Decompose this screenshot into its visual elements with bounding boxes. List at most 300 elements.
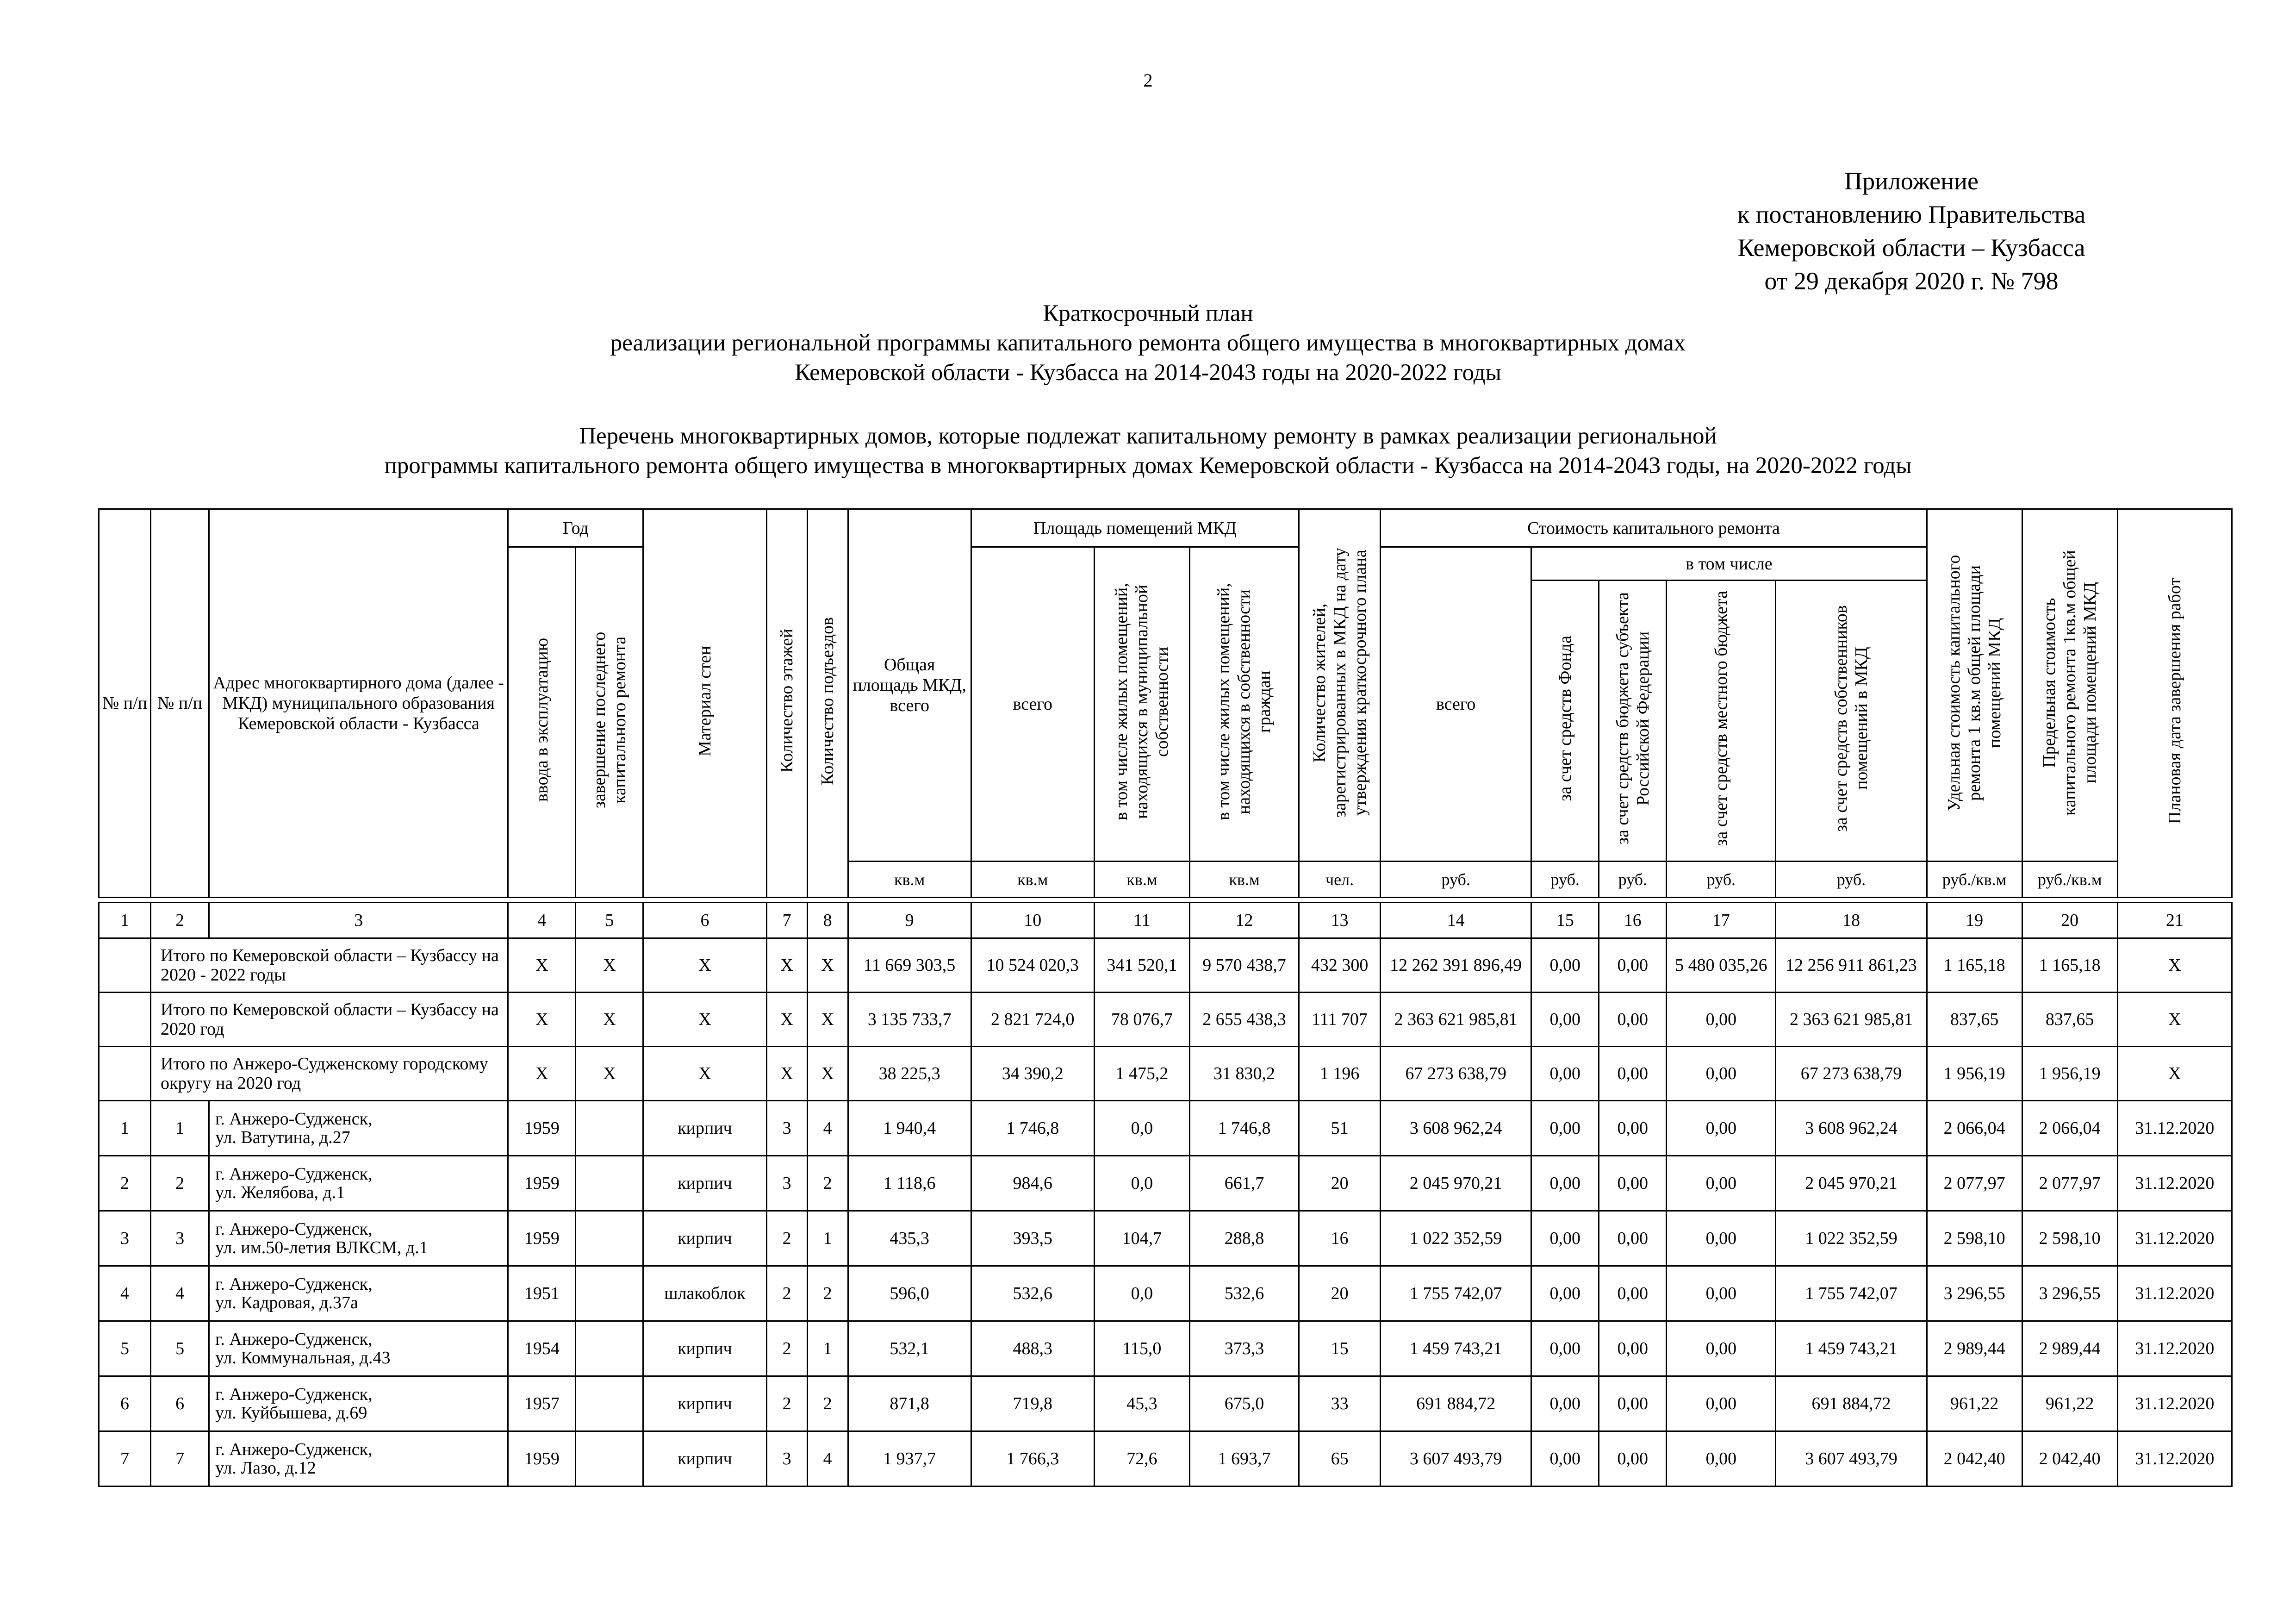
total-cell-c9: 11 669 303,5 <box>848 938 971 993</box>
total-cell-c7: X <box>766 1047 807 1101</box>
column-number: 9 <box>848 903 971 938</box>
page-number: 2 <box>1143 70 1153 91</box>
address-street: ул. Желябова, д.1 <box>215 1183 345 1202</box>
address-city: г. Анжеро-Судженск, <box>215 1440 373 1459</box>
table-header <box>99 509 2232 898</box>
cell-c7: 2 <box>766 1211 807 1266</box>
address-street: ул. Коммунальная, д.43 <box>215 1348 391 1368</box>
address-street: ул. Кадровая, д.37а <box>215 1293 358 1312</box>
address-cell <box>209 1431 508 1487</box>
header-area-private <box>1189 547 1299 862</box>
cell-c20: 2 598,10 <box>2022 1211 2117 1266</box>
column-number: 7 <box>766 903 807 938</box>
header-year-commission-text: ввода в эксплуатацию <box>532 637 552 802</box>
table-row <box>99 1101 2232 1156</box>
column-number: 1 <box>99 903 151 938</box>
header-year-last-repair-text: завершение последнего капитального ремонта <box>589 631 629 808</box>
total-cell-c11: 341 520,1 <box>1094 938 1189 993</box>
cell-c19: 2 077,97 <box>1927 1156 2022 1211</box>
cell-c10: 393,5 <box>971 1211 1094 1266</box>
total-cell-c19: 837,65 <box>1927 993 2022 1047</box>
cell-c14: 1 459 743,21 <box>1381 1321 1531 1376</box>
cell-c14: 2 045 970,21 <box>1381 1156 1531 1211</box>
cell-c4: 1954 <box>508 1321 576 1376</box>
cell-c15: 0,00 <box>1531 1321 1599 1376</box>
header-floors-text: Количество этажей <box>777 629 797 773</box>
unit-cell: руб./кв.м <box>2022 862 2117 898</box>
cell-c18: 3 607 493,79 <box>1776 1431 1927 1487</box>
header-area-municipal <box>1094 547 1189 862</box>
column-number: 3 <box>209 903 508 938</box>
cell-c19: 961,22 <box>1927 1376 2022 1431</box>
address-cell <box>209 1321 508 1376</box>
cell-c7: 3 <box>766 1101 807 1156</box>
address-city: г. Анжеро-Судженск, <box>215 1164 373 1184</box>
cell-c20: 2 077,97 <box>2022 1156 2117 1211</box>
header-max-cost <box>2022 509 2117 862</box>
header-cost-all: всего <box>1381 547 1531 862</box>
cell-c7: 2 <box>766 1321 807 1376</box>
row-number: 1 <box>99 1101 151 1156</box>
header-area-municipal-text: в том числе жилых помещений, находящихся в муниципальной собственности <box>1112 583 1172 821</box>
total-cell-c13: 1 196 <box>1299 1047 1381 1101</box>
cell-c9: 1 118,6 <box>848 1156 971 1211</box>
header-cost-region-text: за счет средств бюджета субъекта Российской Федерации <box>1612 592 1653 845</box>
total-cell-c20: 837,65 <box>2022 993 2117 1047</box>
total-cell-c15: 0,00 <box>1531 1047 1599 1101</box>
cell-c17: 0,00 <box>1667 1101 1776 1156</box>
cell-c6: кирпич <box>643 1321 766 1376</box>
header-cost-owners <box>1776 581 1927 862</box>
cell-c10: 488,3 <box>971 1321 1094 1376</box>
cell-c8: 2 <box>807 1376 848 1431</box>
cell-c7: 3 <box>766 1431 807 1487</box>
cell-c16: 0,00 <box>1599 1156 1667 1211</box>
cell-c20: 2 066,04 <box>2022 1101 2117 1156</box>
total-cell-c21: X <box>2117 1047 2232 1101</box>
cell-c16: 0,00 <box>1599 1101 1667 1156</box>
header-year-commission <box>508 547 576 898</box>
unit-cell: руб./кв.м <box>1927 862 2022 898</box>
table-row <box>99 1321 2232 1376</box>
total-cell-c10: 34 390,2 <box>971 1047 1094 1101</box>
column-number: 11 <box>1094 903 1189 938</box>
cell-c4: 1957 <box>508 1376 576 1431</box>
cell-c5 <box>576 1376 643 1431</box>
column-number: 18 <box>1776 903 1927 938</box>
total-cell-c21: X <box>2117 938 2232 993</box>
total-cell-c18: 2 363 621 985,81 <box>1776 993 1927 1047</box>
cell-c6: кирпич <box>643 1156 766 1211</box>
column-number: 17 <box>1667 903 1776 938</box>
cell-c16: 0,00 <box>1599 1266 1667 1321</box>
cell-c14: 3 607 493,79 <box>1381 1431 1531 1487</box>
total-cell-c8: X <box>807 993 848 1047</box>
total-cell-c17: 0,00 <box>1667 1047 1776 1101</box>
cell-c18: 1 755 742,07 <box>1776 1266 1927 1321</box>
column-number: 14 <box>1381 903 1531 938</box>
total-cell-c14: 12 262 391 896,49 <box>1381 938 1531 993</box>
header-cost-owners-text: за счет средств собственников помещений в МКД <box>1831 605 1871 832</box>
total-cell-c18: 12 256 911 861,23 <box>1776 938 1927 993</box>
cell-c5 <box>576 1321 643 1376</box>
cell-c18: 1 459 743,21 <box>1776 1321 1927 1376</box>
unit-cell: чел. <box>1299 862 1381 898</box>
unit-cell: руб. <box>1776 862 1927 898</box>
cell-c11: 72,6 <box>1094 1431 1189 1487</box>
cell-c9: 596,0 <box>848 1266 971 1321</box>
cell-c8: 4 <box>807 1431 848 1487</box>
cell-c21: 31.12.2020 <box>2117 1211 2232 1266</box>
header-cost-local-text: за счет средств местного бюджета <box>1711 591 1731 846</box>
appendix-line: к постановлению Правительства <box>1737 200 2086 228</box>
cell-c19: 2 066,04 <box>1927 1101 2022 1156</box>
cell-c16: 0,00 <box>1599 1431 1667 1487</box>
total-cell-c11: 1 475,2 <box>1094 1047 1189 1101</box>
row-number: 6 <box>99 1376 151 1431</box>
cell-c16: 0,00 <box>1599 1376 1667 1431</box>
cell-c17: 0,00 <box>1667 1211 1776 1266</box>
plan-table <box>98 508 2233 1487</box>
row-number: 7 <box>99 1431 151 1487</box>
address-city: г. Анжеро-Судженск, <box>215 1109 373 1129</box>
cell-c5 <box>576 1266 643 1321</box>
total-cell-c20: 1 165,18 <box>2022 938 2117 993</box>
total-cell-c9: 38 225,3 <box>848 1047 971 1101</box>
table-row <box>99 1266 2232 1321</box>
row-number-municipal: 5 <box>151 1321 209 1376</box>
cell-c8: 4 <box>807 1101 848 1156</box>
total-label: Итого по Кемеровской области – Кузбассу на 2020 - 2022 годы <box>151 938 508 993</box>
unit-cell: руб. <box>1599 862 1667 898</box>
total-row <box>99 993 2232 1047</box>
total-empty-cell <box>99 993 151 1047</box>
address-cell <box>209 1376 508 1431</box>
header-cost-fund <box>1531 581 1599 862</box>
total-label: Итого по Анжеро-Судженскому городскому округу на 2020 год <box>151 1047 508 1101</box>
cell-c13: 51 <box>1299 1101 1381 1156</box>
plan-table-wrapper <box>98 508 2233 1487</box>
total-cell-c4: X <box>508 938 576 993</box>
cell-c20: 2 042,40 <box>2022 1431 2117 1487</box>
cell-c9: 1 937,7 <box>848 1431 971 1487</box>
header-cost-local <box>1667 581 1776 862</box>
cell-c21: 31.12.2020 <box>2117 1321 2232 1376</box>
total-cell-c14: 67 273 638,79 <box>1381 1047 1531 1101</box>
total-cell-c5: X <box>576 993 643 1047</box>
cell-c19: 3 296,55 <box>1927 1266 2022 1321</box>
unit-cell: кв.м <box>1094 862 1189 898</box>
cell-c21: 31.12.2020 <box>2117 1431 2232 1487</box>
cell-c7: 3 <box>766 1156 807 1211</box>
cell-c18: 2 045 970,21 <box>1776 1156 1927 1211</box>
cell-c16: 0,00 <box>1599 1321 1667 1376</box>
row-number: 2 <box>99 1156 151 1211</box>
total-empty-cell <box>99 938 151 993</box>
total-cell-c9: 3 135 733,7 <box>848 993 971 1047</box>
cell-c21: 31.12.2020 <box>2117 1156 2232 1211</box>
header-floors <box>766 509 807 898</box>
cell-c6: кирпич <box>643 1376 766 1431</box>
table-row <box>99 1376 2232 1431</box>
cell-c11: 104,7 <box>1094 1211 1189 1266</box>
cell-c17: 0,00 <box>1667 1431 1776 1487</box>
appendix-block <box>1666 164 2157 298</box>
total-cell-c4: X <box>508 1047 576 1101</box>
row-number: 3 <box>99 1211 151 1266</box>
row-number-municipal: 1 <box>151 1101 209 1156</box>
total-cell-c19: 1 165,18 <box>1927 938 2022 993</box>
address-street: ул. им.50-летия ВЛКСМ, д.1 <box>215 1238 428 1257</box>
total-cell-c13: 111 707 <box>1299 993 1381 1047</box>
cell-c20: 961,22 <box>2022 1376 2117 1431</box>
header-year-last-repair <box>576 547 643 898</box>
document-title <box>0 299 2296 387</box>
cell-c4: 1951 <box>508 1266 576 1321</box>
total-cell-c16: 0,00 <box>1599 993 1667 1047</box>
total-cell-c17: 5 480 035,26 <box>1667 938 1776 993</box>
total-cell-c12: 9 570 438,7 <box>1189 938 1299 993</box>
header-wall-material-text: Материал стен <box>695 645 715 756</box>
table-row <box>99 1431 2232 1487</box>
total-cell-c5: X <box>576 938 643 993</box>
appendix-line: от 29 декабря 2020 г. № 798 <box>1764 267 2059 295</box>
cell-c13: 20 <box>1299 1266 1381 1321</box>
row-number-municipal: 6 <box>151 1376 209 1431</box>
column-number-row <box>99 903 2232 938</box>
column-number: 16 <box>1599 903 1667 938</box>
cell-c4: 1959 <box>508 1101 576 1156</box>
cell-c8: 1 <box>807 1211 848 1266</box>
cell-c13: 20 <box>1299 1156 1381 1211</box>
total-cell-c14: 2 363 621 985,81 <box>1381 993 1531 1047</box>
cell-c11: 0,0 <box>1094 1266 1189 1321</box>
total-cell-c16: 0,00 <box>1599 938 1667 993</box>
cell-c12: 532,6 <box>1189 1266 1299 1321</box>
header-planned-date <box>2117 509 2232 898</box>
title-line: реализации региональной программы капитального ремонта общего имущества в многоквартирных домах <box>610 330 1686 356</box>
header-unit-cost <box>1927 509 2022 862</box>
header-address: Адрес многоквартирного дома (далее - МКД) муниципального образования Кемеровской области - Кузбасса <box>209 509 508 898</box>
cell-c14: 3 608 962,24 <box>1381 1101 1531 1156</box>
cell-c12: 1 746,8 <box>1189 1101 1299 1156</box>
cell-c21: 31.12.2020 <box>2117 1101 2232 1156</box>
total-cell-c8: X <box>807 938 848 993</box>
appendix-line: Приложение <box>1844 167 1979 195</box>
address-city: г. Анжеро-Судженск, <box>215 1330 373 1349</box>
total-cell-c15: 0,00 <box>1531 938 1599 993</box>
cell-c9: 1 940,4 <box>848 1101 971 1156</box>
header-no1: № п/п <box>99 509 151 898</box>
cell-c6: шлакоблок <box>643 1266 766 1321</box>
cell-c12: 1 693,7 <box>1189 1431 1299 1487</box>
appendix-line: Кемеровской области – Кузбасса <box>1737 234 2085 262</box>
cell-c17: 0,00 <box>1667 1376 1776 1431</box>
cell-c11: 115,0 <box>1094 1321 1189 1376</box>
column-number: 21 <box>2117 903 2232 938</box>
header-entrances-text: Количество подъездов <box>818 617 838 785</box>
cell-c4: 1959 <box>508 1156 576 1211</box>
cell-c6: кирпич <box>643 1431 766 1487</box>
total-cell-c6: X <box>643 938 766 993</box>
total-cell-c21: X <box>2117 993 2232 1047</box>
column-number: 12 <box>1189 903 1299 938</box>
cell-c15: 0,00 <box>1531 1266 1599 1321</box>
cell-c21: 31.12.2020 <box>2117 1266 2232 1321</box>
cell-c19: 2 042,40 <box>1927 1431 2022 1487</box>
row-number-municipal: 3 <box>151 1211 209 1266</box>
row-number: 5 <box>99 1321 151 1376</box>
cell-c8: 1 <box>807 1321 848 1376</box>
cell-c15: 0,00 <box>1531 1156 1599 1211</box>
header-cost-group: Стоимость капитального ремонта <box>1381 509 1927 547</box>
cell-c19: 2 989,44 <box>1927 1321 2022 1376</box>
unit-cell: руб. <box>1667 862 1776 898</box>
row-number-municipal: 4 <box>151 1266 209 1321</box>
total-cell-c6: X <box>643 993 766 1047</box>
unit-cell: руб. <box>1531 862 1599 898</box>
column-number: 19 <box>1927 903 2022 938</box>
cell-c14: 691 884,72 <box>1381 1376 1531 1431</box>
total-cell-c17: 0,00 <box>1667 993 1776 1047</box>
cell-c10: 1 746,8 <box>971 1101 1094 1156</box>
cell-c11: 0,0 <box>1094 1156 1189 1211</box>
unit-cell: руб. <box>1381 862 1531 898</box>
cell-c5 <box>576 1211 643 1266</box>
cell-c12: 288,8 <box>1189 1211 1299 1266</box>
total-cell-c8: X <box>807 1047 848 1101</box>
cell-c17: 0,00 <box>1667 1266 1776 1321</box>
total-cell-c18: 67 273 638,79 <box>1776 1047 1927 1101</box>
document-subtitle <box>0 421 2296 481</box>
address-cell <box>209 1156 508 1211</box>
total-cell-c5: X <box>576 1047 643 1101</box>
cell-c18: 3 608 962,24 <box>1776 1101 1927 1156</box>
header-entrances <box>807 509 848 898</box>
total-cell-c7: X <box>766 938 807 993</box>
address-cell <box>209 1101 508 1156</box>
address-street: ул. Ватутина, д.27 <box>215 1128 350 1147</box>
cell-c5 <box>576 1101 643 1156</box>
total-row <box>99 1047 2232 1101</box>
cell-c5 <box>576 1431 643 1487</box>
header-year-group: Год <box>508 509 643 547</box>
total-cell-c11: 78 076,7 <box>1094 993 1189 1047</box>
unit-cell: кв.м <box>971 862 1094 898</box>
cell-c5 <box>576 1156 643 1211</box>
cell-c21: 31.12.2020 <box>2117 1376 2232 1431</box>
header-no2: № п/п <box>151 509 209 898</box>
total-cell-c19: 1 956,19 <box>1927 1047 2022 1101</box>
table-body <box>99 903 2232 1487</box>
header-total-area: Общая площадь МКД, всего <box>848 509 971 862</box>
total-cell-c10: 2 821 724,0 <box>971 993 1094 1047</box>
subtitle-line: программы капитального ремонта общего имущества в многоквартирных домах Кемеровской области - Кузбасса на 2014-2043 годы, на 2020-2022 годы <box>384 453 1912 479</box>
header-residents-text: Количество жителей, зарегистрированных в МКД на дату утверждения краткосрочного плана <box>1309 548 1370 818</box>
cell-c13: 65 <box>1299 1431 1381 1487</box>
cell-c9: 435,3 <box>848 1211 971 1266</box>
total-cell-c12: 31 830,2 <box>1189 1047 1299 1101</box>
cell-c13: 16 <box>1299 1211 1381 1266</box>
total-empty-cell <box>99 1047 151 1101</box>
address-cell <box>209 1266 508 1321</box>
header-cost-fund-text: за счет средств Фонда <box>1555 636 1575 801</box>
header-unit-cost-text: Удельная стоимость капитального ремонта 1 кв.м общей площади помещений МКД <box>1944 555 2005 811</box>
header-max-cost-text: Предельная стоимость капитального ремонта 1кв.м общей площади помещений МКД <box>2040 550 2100 816</box>
unit-cell: кв.м <box>848 862 971 898</box>
row-number: 4 <box>99 1266 151 1321</box>
header-cost-incl: в том числе <box>1531 547 1927 581</box>
cell-c10: 719,8 <box>971 1376 1094 1431</box>
cell-c13: 33 <box>1299 1376 1381 1431</box>
address-cell <box>209 1211 508 1266</box>
cell-c6: кирпич <box>643 1211 766 1266</box>
title-line: Краткосрочный план <box>1043 300 1253 326</box>
cell-c15: 0,00 <box>1531 1431 1599 1487</box>
title-line: Кемеровской области - Кузбасса на 2014-2043 годы на 2020-2022 годы <box>795 360 1501 386</box>
total-cell-c6: X <box>643 1047 766 1101</box>
header-residents <box>1299 509 1381 862</box>
cell-c16: 0,00 <box>1599 1211 1667 1266</box>
cell-c12: 675,0 <box>1189 1376 1299 1431</box>
address-city: г. Анжеро-Судженск, <box>215 1219 373 1239</box>
cell-c19: 2 598,10 <box>1927 1211 2022 1266</box>
cell-c6: кирпич <box>643 1101 766 1156</box>
cell-c7: 2 <box>766 1266 807 1321</box>
cell-c9: 871,8 <box>848 1376 971 1431</box>
total-cell-c15: 0,00 <box>1531 993 1599 1047</box>
table-row <box>99 1156 2232 1211</box>
column-number: 8 <box>807 903 848 938</box>
cell-c18: 1 022 352,59 <box>1776 1211 1927 1266</box>
total-cell-c10: 10 524 020,3 <box>971 938 1094 993</box>
cell-c10: 1 766,3 <box>971 1431 1094 1487</box>
header-area-private-text: в том числе жилых помещений, находящихся в собственности граждан <box>1214 583 1275 821</box>
cell-c14: 1 755 742,07 <box>1381 1266 1531 1321</box>
cell-c10: 984,6 <box>971 1156 1094 1211</box>
header-area-all: всего <box>971 547 1094 862</box>
column-number: 20 <box>2022 903 2117 938</box>
total-cell-c13: 432 300 <box>1299 938 1381 993</box>
cell-c14: 1 022 352,59 <box>1381 1211 1531 1266</box>
cell-c4: 1959 <box>508 1431 576 1487</box>
cell-c15: 0,00 <box>1531 1376 1599 1431</box>
cell-c7: 2 <box>766 1376 807 1431</box>
table-row <box>99 1211 2232 1266</box>
cell-c12: 373,3 <box>1189 1321 1299 1376</box>
cell-c18: 691 884,72 <box>1776 1376 1927 1431</box>
row-number-municipal: 7 <box>151 1431 209 1487</box>
column-number: 10 <box>971 903 1094 938</box>
header-cost-region <box>1599 581 1667 862</box>
column-number: 4 <box>508 903 576 938</box>
total-cell-c12: 2 655 438,3 <box>1189 993 1299 1047</box>
cell-c20: 3 296,55 <box>2022 1266 2117 1321</box>
cell-c9: 532,1 <box>848 1321 971 1376</box>
subtitle-line: Перечень многоквартирных домов, которые подлежат капитальному ремонту в рамках реализации региональной <box>579 423 1717 449</box>
total-label: Итого по Кемеровской области – Кузбассу на 2020 год <box>151 993 508 1047</box>
header-planned-date-text: Плановая дата завершения работ <box>2165 577 2184 824</box>
address-street: ул. Куйбышева, д.69 <box>215 1403 367 1423</box>
cell-c10: 532,6 <box>971 1266 1094 1321</box>
row-number-municipal: 2 <box>151 1156 209 1211</box>
column-number: 15 <box>1531 903 1599 938</box>
total-cell-c4: X <box>508 993 576 1047</box>
cell-c20: 2 989,44 <box>2022 1321 2117 1376</box>
cell-c13: 15 <box>1299 1321 1381 1376</box>
unit-cell: кв.м <box>1189 862 1299 898</box>
address-street: ул. Лазо, д.12 <box>215 1458 316 1478</box>
